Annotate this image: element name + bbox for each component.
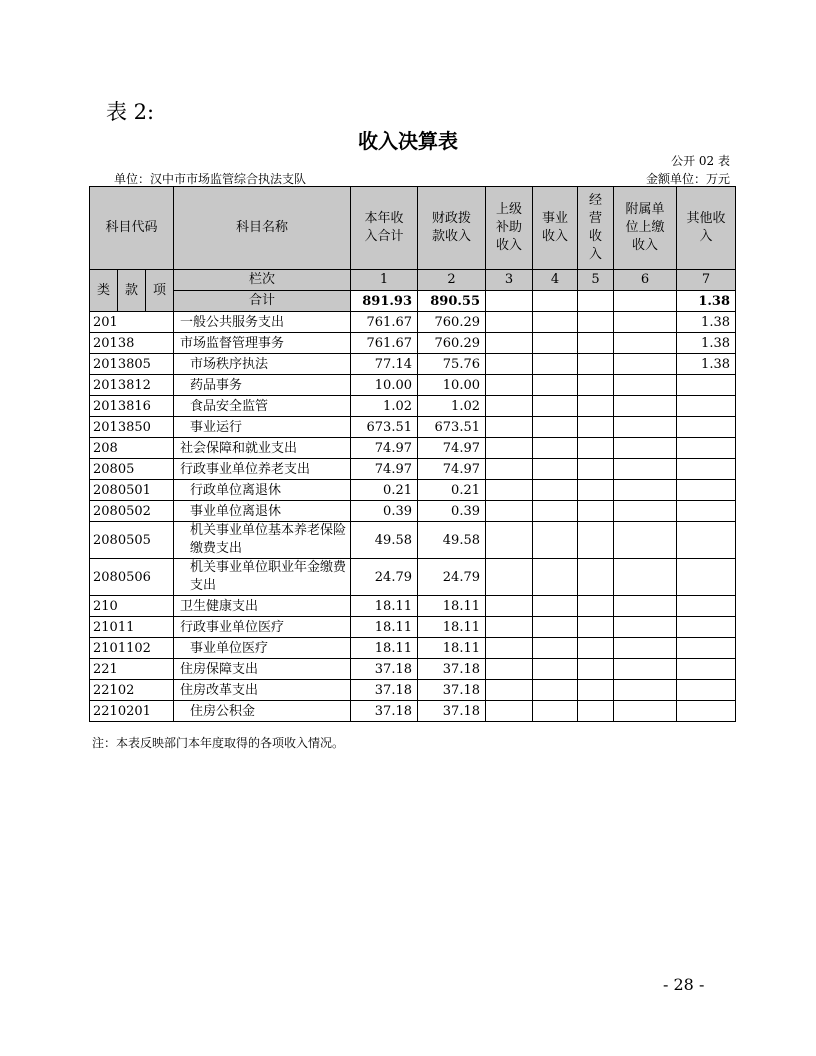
row-other [677,596,736,617]
row-operating [578,438,614,459]
row-operating [578,659,614,680]
row-other [677,396,736,417]
row-other [677,480,736,501]
row-total-income: 0.21 [351,480,418,501]
header-col-2: 2 [418,270,486,291]
table-row [90,480,736,501]
row-name: 住房改革支出 [174,680,351,701]
row-code: 2013805 [90,354,174,375]
table-row [90,333,736,354]
row-name: 卫生健康支出 [174,596,351,617]
total-other-cell: 1.38 [677,291,736,312]
row-name: 住房公积金 [174,701,351,722]
row-superior [486,522,533,559]
row-affiliated [614,659,677,680]
row-code: 21011 [90,617,174,638]
row-business [533,354,578,375]
row-code: 2101102 [90,638,174,659]
header-lei: 类 [90,270,118,312]
row-business [533,596,578,617]
table-row [90,680,736,701]
row-other [677,638,736,659]
row-business [533,312,578,333]
row-superior [486,680,533,701]
row-affiliated [614,396,677,417]
row-name: 行政单位离退休 [174,480,351,501]
row-code: 2210201 [90,701,174,722]
total-affiliated-cell [614,291,677,312]
row-affiliated [614,438,677,459]
row-affiliated [614,459,677,480]
row-operating [578,617,614,638]
row-operating [578,459,614,480]
header-column-label: 栏次 [174,270,351,291]
row-code: 2013850 [90,417,174,438]
table-row [90,659,736,680]
form-code: 公开 02 表 [671,154,730,168]
row-name: 机关事业单位基本养老保险缴费支出 [174,522,351,559]
row-total-income: 761.67 [351,333,418,354]
row-operating [578,396,614,417]
row-total-income: 74.97 [351,459,418,480]
row-superior [486,354,533,375]
row-name: 事业单位离退休 [174,501,351,522]
header-col-6: 6 [614,270,677,291]
row-fiscal: 18.11 [418,638,486,659]
column-number-row [90,270,736,291]
row-fiscal: 37.18 [418,659,486,680]
header-total-income: 本年收入合计 [351,187,418,270]
row-other [677,680,736,701]
row-affiliated [614,480,677,501]
row-total-income: 49.58 [351,522,418,559]
row-other [677,701,736,722]
row-other [677,375,736,396]
table-row [90,417,736,438]
table-row [90,396,736,417]
row-total-income: 18.11 [351,596,418,617]
row-affiliated [614,559,677,596]
row-fiscal: 75.76 [418,354,486,375]
row-superior [486,396,533,417]
row-affiliated [614,501,677,522]
row-fiscal: 1.02 [418,396,486,417]
income-table [89,186,736,722]
row-business [533,375,578,396]
row-fiscal: 18.11 [418,617,486,638]
total-row [90,291,736,312]
row-operating [578,596,614,617]
row-operating [578,701,614,722]
row-affiliated [614,375,677,396]
row-operating [578,417,614,438]
row-superior [486,312,533,333]
row-superior [486,638,533,659]
row-business [533,701,578,722]
row-operating [578,501,614,522]
total-superior-cell [486,291,533,312]
row-name: 社会保障和就业支出 [174,438,351,459]
row-business [533,438,578,459]
row-total-income: 37.18 [351,701,418,722]
table-row [90,638,736,659]
row-code: 2080506 [90,559,174,596]
row-fiscal: 74.97 [418,438,486,459]
table-row [90,438,736,459]
row-total-income: 18.11 [351,617,418,638]
row-fiscal: 760.29 [418,312,486,333]
header-business: 事业收入 [533,187,578,270]
row-superior [486,459,533,480]
row-operating [578,333,614,354]
footnote: 注：本表反映部门本年度取得的各项收入情况。 [92,736,345,750]
row-superior [486,701,533,722]
header-xiang: 项 [146,270,174,312]
row-fiscal: 0.21 [418,480,486,501]
row-name: 行政事业单位医疗 [174,617,351,638]
amount-unit: 金额单位：万元 [645,172,730,186]
header-code: 科目代码 [90,187,174,270]
header-col-1: 1 [351,270,418,291]
row-total-income: 24.79 [351,559,418,596]
row-operating [578,480,614,501]
row-other: 1.38 [677,354,736,375]
row-total-income: 37.18 [351,680,418,701]
header-col-5: 5 [578,270,614,291]
row-total-income: 37.18 [351,659,418,680]
row-other [677,659,736,680]
row-affiliated [614,333,677,354]
row-affiliated [614,680,677,701]
row-affiliated [614,596,677,617]
row-code: 2080502 [90,501,174,522]
row-code: 2080501 [90,480,174,501]
table-row [90,312,736,333]
row-superior [486,659,533,680]
row-name: 事业单位医疗 [174,638,351,659]
row-other [677,522,736,559]
table-row [90,354,736,375]
table-row [90,522,736,559]
row-business [533,480,578,501]
page-number: - 28 - [663,975,705,994]
row-affiliated [614,638,677,659]
table-row [90,375,736,396]
row-total-income: 77.14 [351,354,418,375]
row-superior [486,480,533,501]
header-other: 其他收入 [677,187,736,270]
row-affiliated [614,617,677,638]
row-name: 行政事业单位养老支出 [174,459,351,480]
header-col-4: 4 [533,270,578,291]
row-code: 210 [90,596,174,617]
row-fiscal: 760.29 [418,333,486,354]
row-business [533,617,578,638]
row-code: 22102 [90,680,174,701]
row-operating [578,680,614,701]
row-operating [578,559,614,596]
total-operating-cell [578,291,614,312]
table-row [90,559,736,596]
row-total-income: 10.00 [351,375,418,396]
row-fiscal: 24.79 [418,559,486,596]
row-other [677,559,736,596]
table-row [90,459,736,480]
row-code: 208 [90,438,174,459]
row-fiscal: 37.18 [418,701,486,722]
row-affiliated [614,701,677,722]
row-code: 2080505 [90,522,174,559]
row-business [533,680,578,701]
header-kuan: 款 [118,270,146,312]
row-superior [486,333,533,354]
row-name: 住房保障支出 [174,659,351,680]
row-business [533,659,578,680]
row-total-income: 761.67 [351,312,418,333]
row-business [533,522,578,559]
row-superior [486,596,533,617]
row-other [677,459,736,480]
row-code: 20138 [90,333,174,354]
row-business [533,638,578,659]
table-row [90,596,736,617]
row-business [533,417,578,438]
row-fiscal: 0.39 [418,501,486,522]
row-other [677,501,736,522]
row-affiliated [614,417,677,438]
total-business-cell [533,291,578,312]
header-fiscal: 财政拨款收入 [418,187,486,270]
table-row [90,501,736,522]
row-fiscal: 49.58 [418,522,486,559]
total-label: 合计 [174,291,351,312]
row-other [677,438,736,459]
row-other: 1.38 [677,312,736,333]
row-other [677,417,736,438]
header-row [90,187,736,270]
row-code: 221 [90,659,174,680]
header-superior: 上级补助收入 [486,187,533,270]
row-operating [578,375,614,396]
row-business [533,501,578,522]
row-other [677,617,736,638]
total-income-cell: 891.93 [351,291,418,312]
row-name: 事业运行 [174,417,351,438]
row-superior [486,559,533,596]
reporting-unit: 单位：汉中市市场监管综合执法支队 [114,172,307,186]
row-code: 201 [90,312,174,333]
row-total-income: 0.39 [351,501,418,522]
row-code: 2013816 [90,396,174,417]
row-fiscal: 10.00 [418,375,486,396]
table-row [90,617,736,638]
header-affiliated: 附属单位上缴收入 [614,187,677,270]
total-fiscal-cell: 890.55 [418,291,486,312]
row-code: 20805 [90,459,174,480]
row-name: 药品事务 [174,375,351,396]
row-affiliated [614,522,677,559]
row-business [533,333,578,354]
header-col-7: 7 [677,270,736,291]
row-superior [486,417,533,438]
row-superior [486,438,533,459]
header-name: 科目名称 [174,187,351,270]
row-total-income: 74.97 [351,438,418,459]
row-business [533,459,578,480]
row-total-income: 18.11 [351,638,418,659]
row-total-income: 1.02 [351,396,418,417]
row-name: 市场监督管理事务 [174,333,351,354]
row-name: 食品安全监管 [174,396,351,417]
row-code: 2013812 [90,375,174,396]
row-superior [486,501,533,522]
row-name: 市场秩序执法 [174,354,351,375]
table-row [90,701,736,722]
row-operating [578,354,614,375]
row-fiscal: 37.18 [418,680,486,701]
row-business [533,396,578,417]
row-affiliated [614,354,677,375]
row-superior [486,617,533,638]
page-title: 收入决算表 [358,129,458,153]
row-operating [578,638,614,659]
row-other: 1.38 [677,333,736,354]
row-business [533,559,578,596]
row-name: 一般公共服务支出 [174,312,351,333]
row-affiliated [614,312,677,333]
row-name: 机关事业单位职业年金缴费支出 [174,559,351,596]
row-total-income: 673.51 [351,417,418,438]
row-fiscal: 74.97 [418,459,486,480]
row-operating [578,312,614,333]
row-operating [578,522,614,559]
table-label: 表 2: [106,100,155,124]
header-col-3: 3 [486,270,533,291]
header-operating: 经营收入 [578,187,614,270]
row-fiscal: 673.51 [418,417,486,438]
row-superior [486,375,533,396]
row-fiscal: 18.11 [418,596,486,617]
